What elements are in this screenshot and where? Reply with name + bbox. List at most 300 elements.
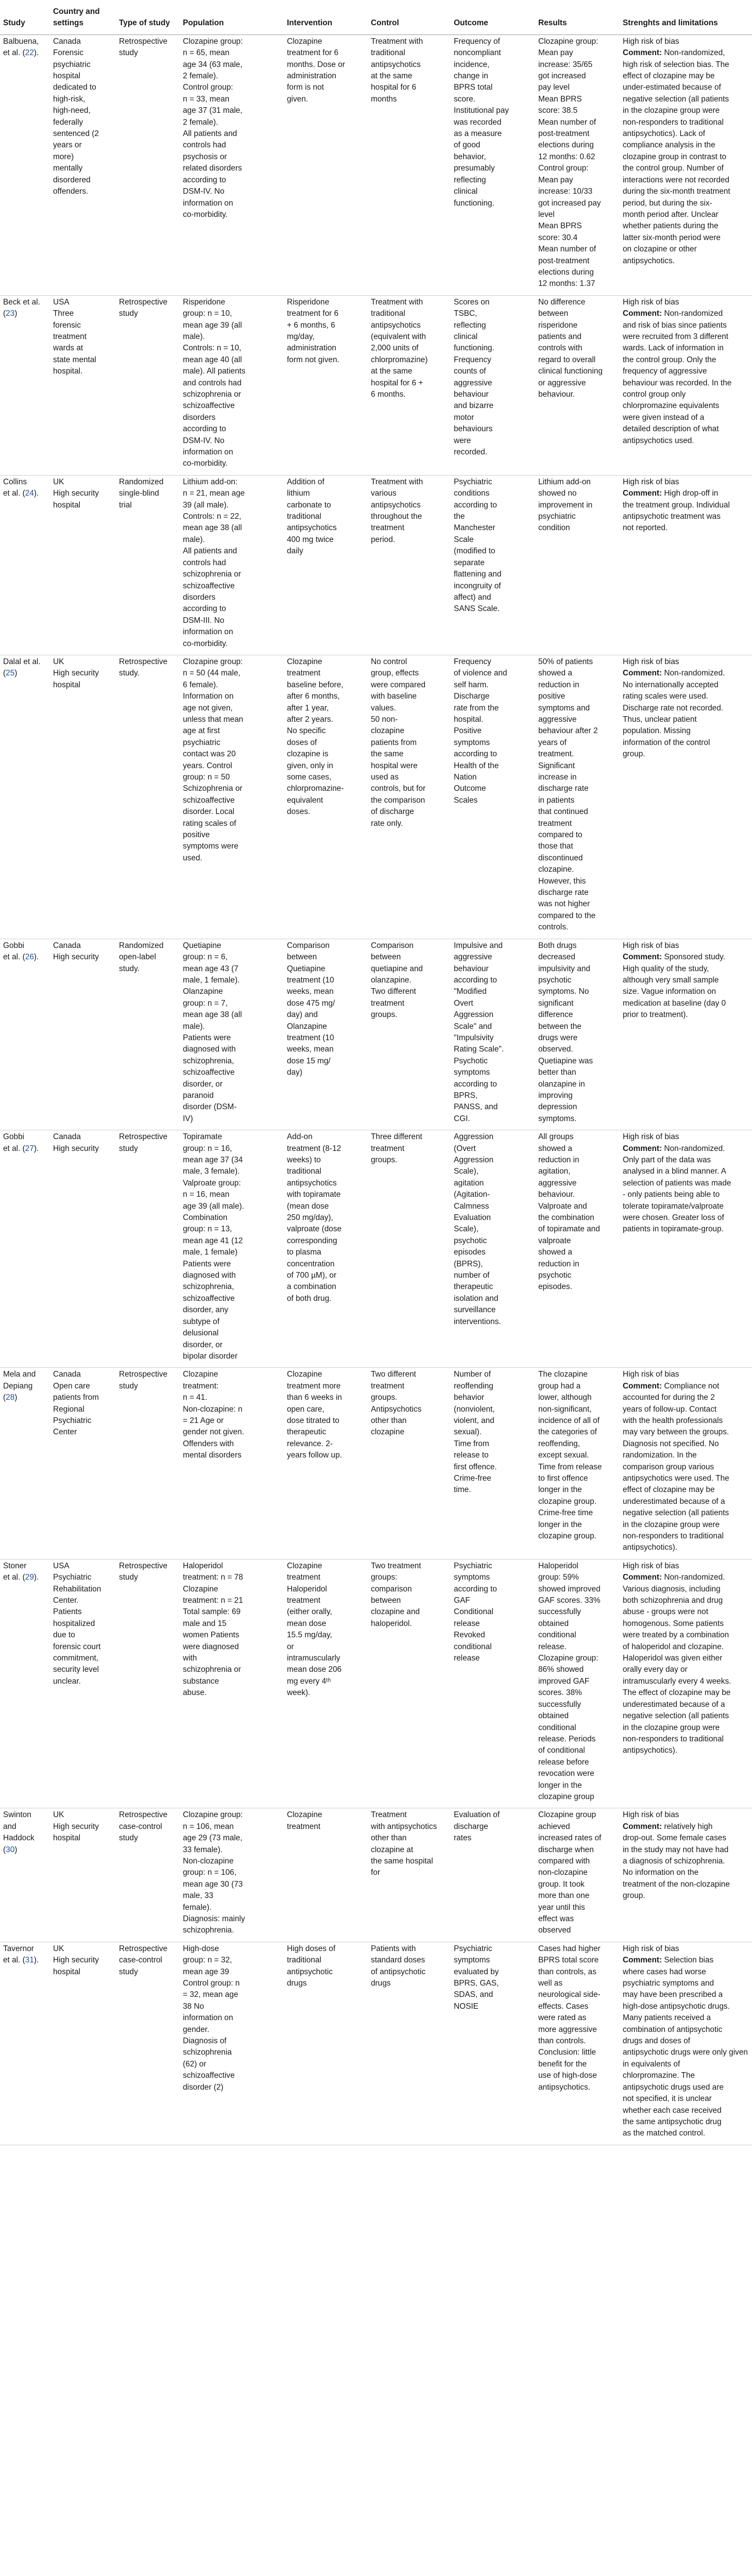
- cell-line: Treatment with: [371, 37, 423, 46]
- cell-line: disorder. Local: [183, 807, 235, 817]
- reference-link[interactable]: 29: [25, 1573, 34, 1582]
- cell-line: clozapine group: [538, 1792, 594, 1801]
- cell-line: according to: [454, 975, 497, 985]
- cell-line: Total sample: 69: [183, 1607, 241, 1617]
- citation-line: [3, 1955, 47, 1966]
- cell-line: (nonviolent,: [454, 1404, 495, 1414]
- cell-line: behaviour: [454, 964, 489, 973]
- cell-line: olanzapine in: [538, 1079, 585, 1089]
- cell-line: decreased: [538, 953, 575, 962]
- cell-line: clozapine at: [371, 1845, 414, 1854]
- control-cell: [368, 1130, 451, 1368]
- cell-line: Scale" and: [454, 1022, 492, 1031]
- cell-line: elections during: [538, 141, 594, 150]
- cell-line: release before: [538, 1757, 589, 1767]
- country-cell: [50, 1942, 116, 2145]
- cell-line: Time from release: [538, 1462, 602, 1471]
- cell-line: incongruity of: [454, 581, 501, 590]
- comment-line: wards. Lack of information in: [623, 344, 724, 353]
- cell-line: disordered: [53, 175, 91, 184]
- cell-line: High doses of: [287, 1944, 336, 1953]
- cell-line: age 34 (63 male,: [183, 60, 243, 69]
- cell-line: Significant: [538, 761, 575, 770]
- cell-line: schizophrenia or: [183, 570, 241, 579]
- cell-line: than controls, as: [538, 1967, 596, 1976]
- cell-line: longer in the: [538, 1485, 582, 1495]
- comment-label: Comment:: [623, 489, 664, 498]
- cell-line: months. Dose or: [287, 60, 345, 69]
- cell-line: scores. 38%: [538, 1688, 582, 1698]
- table-row: [0, 1559, 752, 1808]
- cell-line: separate: [454, 558, 485, 567]
- reference-link[interactable]: 26: [25, 953, 34, 962]
- cell-line: more aggressive: [538, 2025, 597, 2034]
- cell-line: All patients and: [183, 547, 237, 556]
- cell-line: disorder (2): [183, 2082, 224, 2092]
- study-cell: [0, 475, 50, 655]
- cell-line: were: [454, 436, 471, 445]
- strengths-cell: [620, 1130, 752, 1368]
- bias-rating: High risk of bias: [623, 37, 679, 46]
- comment-label: Comment:: [623, 1573, 664, 1582]
- cell-line: Psychiatric: [454, 1561, 492, 1570]
- cell-line: group: n = 10,: [183, 309, 232, 318]
- cell-line: symptoms: [454, 1573, 490, 1582]
- citation-text: et al. (: [3, 489, 25, 498]
- type-cell: [116, 1942, 180, 2145]
- results-cell: [535, 1942, 620, 2145]
- cell-line: successfully: [538, 1700, 581, 1709]
- citation-line: [3, 488, 47, 499]
- citation-text: et al. (: [3, 1144, 25, 1153]
- citation-line: [3, 1844, 47, 1856]
- cell-line: Psychiatric: [454, 477, 492, 486]
- cell-line: mg every 4ᵗʰ: [287, 1676, 331, 1686]
- reference-link[interactable]: 22: [25, 48, 34, 58]
- cell-line: clozapine: [371, 1428, 405, 1437]
- cell-line: change in: [454, 72, 488, 81]
- cell-line: the comparison: [371, 795, 425, 805]
- cell-line: case-control: [119, 1822, 162, 1831]
- citation-text: et al. (: [3, 953, 25, 962]
- cell-line: symptoms: [454, 1956, 490, 1965]
- cell-line: behaviour.: [538, 390, 575, 399]
- country-cell: [50, 1130, 116, 1368]
- cell-line: week).: [287, 1688, 311, 1698]
- cell-line: of 700 µM), or: [287, 1271, 337, 1280]
- population-cell: [180, 35, 284, 295]
- comment-line: [623, 1381, 749, 1392]
- cell-line: (either orally,: [287, 1607, 332, 1617]
- cell-line: No specific: [287, 726, 326, 736]
- cell-line: increase in: [538, 773, 577, 782]
- cell-line: Discharge: [454, 692, 490, 701]
- cell-line: female).: [183, 1903, 212, 1912]
- cell-line: flattening and: [454, 570, 502, 579]
- cell-line: Center.: [53, 1596, 79, 1605]
- cell-line: Manchester: [454, 523, 495, 533]
- reference-link[interactable]: 25: [6, 669, 15, 678]
- cell-line: 2 female).: [183, 72, 218, 81]
- cell-line: counts of: [454, 367, 486, 376]
- cell-line: disorders: [183, 413, 216, 422]
- type-cell: [116, 939, 180, 1130]
- cell-line: showed a: [538, 1248, 572, 1257]
- cell-line: Retrospective: [119, 297, 168, 307]
- cell-line: administration: [287, 72, 336, 81]
- citation-text: (: [3, 309, 6, 318]
- reference-link[interactable]: 28: [6, 1393, 15, 1402]
- cell-line: the combination: [538, 1213, 594, 1223]
- population-cell: [180, 1942, 284, 2145]
- cell-line: conditions: [454, 489, 490, 498]
- cell-line: Combination: [183, 1213, 228, 1223]
- cell-line: DSM-III. No: [183, 616, 225, 625]
- cell-line: rate from the: [454, 703, 499, 713]
- cell-line: psychotic: [454, 1236, 487, 1245]
- cell-line: day): [287, 1068, 302, 1077]
- cell-line: more): [53, 152, 74, 161]
- citation-line: [3, 668, 47, 679]
- cell-line: behavior: [454, 1393, 485, 1402]
- results-cell: [535, 939, 620, 1130]
- comment-line: [623, 47, 749, 59]
- table-row: [0, 655, 752, 939]
- cell-line: concentration: [287, 1259, 335, 1268]
- cell-line: corresponding: [287, 1236, 337, 1245]
- citation-line: Haddock: [3, 1834, 35, 1843]
- cell-line: 400 mg twice: [287, 535, 334, 544]
- comment-line: were treated by a combination: [623, 1631, 729, 1640]
- cell-line: (Overt: [454, 1144, 476, 1153]
- cell-line: group: 59%: [538, 1573, 579, 1582]
- cell-line: 15.5 mg/day,: [287, 1631, 332, 1640]
- cell-line: got increased pay: [538, 198, 601, 208]
- cell-line: behaviour: [454, 390, 489, 399]
- cell-line: risperidone: [538, 320, 578, 330]
- cell-line: Haloperidol: [538, 1561, 578, 1570]
- cell-line: treatment for 6: [287, 309, 339, 318]
- cell-line: diagnosed with: [183, 1045, 236, 1054]
- cell-line: between: [371, 953, 401, 962]
- cell-line: schizophrenia: [183, 2048, 232, 2057]
- cell-line: release: [454, 1619, 480, 1628]
- cell-line: group. It took: [538, 1879, 585, 1889]
- cell-line: Risperidone: [287, 297, 330, 307]
- population-cell: [180, 1368, 284, 1560]
- header-country: Country and settings: [50, 0, 116, 35]
- cell-line: Number of: [454, 1370, 491, 1379]
- cell-line: High security: [53, 1822, 99, 1831]
- cell-line: after 6 months,: [287, 692, 340, 701]
- cell-line: hospital were: [371, 761, 418, 770]
- comment-line: psychiatric symptoms and: [623, 1979, 714, 1988]
- cell-line: Forensic: [53, 48, 84, 58]
- cell-line: n = 16, mean: [183, 1190, 230, 1199]
- intervention-cell: [284, 35, 368, 295]
- cell-line: compared with: [538, 1856, 590, 1866]
- cell-line: conditional: [538, 1631, 576, 1640]
- cell-line: values.: [371, 703, 396, 713]
- cell-line: traditional: [287, 1167, 321, 1176]
- cell-line: and controls had: [183, 378, 242, 387]
- cell-line: schizoaffective: [183, 1294, 235, 1303]
- cell-line: other than: [371, 1834, 407, 1843]
- control-cell: [368, 655, 451, 939]
- cell-line: number of: [454, 1271, 490, 1280]
- cell-line: traditional: [287, 1956, 321, 1965]
- reference-link[interactable]: 27: [25, 1144, 34, 1153]
- cell-line: successfully: [538, 1607, 581, 1617]
- cell-line: between: [371, 1596, 401, 1605]
- cell-line: violent, and: [454, 1416, 494, 1425]
- reference-link[interactable]: 30: [6, 1845, 15, 1854]
- cell-line: with antipsychotics: [371, 1822, 437, 1831]
- cell-line: effects. Cases: [538, 2002, 589, 2011]
- comment-line: analysed in a blind manner. A: [623, 1167, 727, 1176]
- cell-line: symptoms: [454, 1068, 490, 1077]
- comment-line: tolerate topiramate/valproate: [623, 1201, 724, 1211]
- comment-line: in the study may not have had: [623, 1845, 729, 1854]
- reference-link[interactable]: 23: [6, 309, 15, 318]
- cell-line: Open care: [53, 1381, 90, 1391]
- cell-line: 33 female).: [183, 1845, 223, 1854]
- cell-line: well as: [538, 1979, 563, 1988]
- cell-line: treatment: [287, 1596, 321, 1605]
- cell-line: of topiramate and: [538, 1225, 600, 1234]
- cell-line: High security: [53, 1144, 99, 1153]
- cell-line: weeks) to: [287, 1156, 321, 1164]
- comment-line: The effect of clozapine may be: [623, 1688, 731, 1698]
- cell-line: High security: [53, 953, 99, 962]
- citation-line: Gobbi: [3, 941, 25, 950]
- cell-line: Three: [53, 309, 74, 318]
- cell-line: delusional: [183, 1329, 219, 1338]
- cell-line: some cases,: [287, 773, 332, 782]
- cell-line: between: [287, 953, 317, 962]
- cell-line: information on: [183, 2013, 233, 2023]
- citation-line: Beck et al.: [3, 297, 40, 307]
- cell-line: Addition of: [287, 477, 324, 486]
- comment-label: Comment:: [623, 1381, 664, 1391]
- citation-line: Collins: [3, 477, 27, 486]
- cell-line: difference: [538, 1010, 573, 1020]
- cell-line: were diagnosed: [183, 1642, 239, 1651]
- cell-line: according to: [183, 425, 226, 434]
- cell-line: groups.: [371, 1393, 398, 1402]
- comment-line: both schizophrenia and drug: [623, 1596, 723, 1605]
- cell-line: with: [183, 1654, 197, 1663]
- cell-line: groups.: [371, 1156, 398, 1164]
- cell-line: or aggressive: [538, 378, 586, 387]
- cell-line: reduction in: [538, 1156, 579, 1164]
- intervention-cell: [284, 295, 368, 475]
- cell-line: treatment: [371, 523, 405, 533]
- cell-line: + 6 months, 6: [287, 320, 335, 330]
- cell-line: reduction in: [538, 680, 579, 689]
- cell-line: Canada: [53, 941, 81, 950]
- cell-line: GAF: [454, 1596, 470, 1605]
- cell-line: discontinued: [538, 853, 583, 862]
- cell-line: release.: [538, 1642, 567, 1651]
- cell-line: given.: [287, 94, 309, 104]
- cell-line: quetiapine and: [371, 964, 423, 973]
- cell-line: Topiramate: [183, 1132, 223, 1142]
- cell-line: conditional: [454, 1642, 492, 1651]
- cell-line: schizophrenia or: [183, 390, 241, 399]
- cell-line: Mean number of: [538, 117, 596, 127]
- cell-line: clozapine and: [371, 1607, 420, 1617]
- comment-line: treatment of the non-clozapine: [623, 1879, 730, 1889]
- comment-line: group.: [623, 1891, 645, 1901]
- cell-line: in patients: [538, 795, 575, 805]
- cell-line: group: n = 50: [183, 773, 230, 782]
- comment-line: with the health professionals: [623, 1416, 723, 1425]
- cell-line: sentenced (2: [53, 129, 99, 139]
- cell-line: High security: [53, 669, 99, 678]
- cell-line: observed.: [538, 1045, 573, 1054]
- cell-line: functioning.: [454, 344, 494, 353]
- cell-line: Haloperidol: [287, 1584, 327, 1594]
- cell-line: treatment: [287, 1822, 321, 1831]
- strengths-cell: [620, 1559, 752, 1808]
- cell-line: Scores on: [454, 297, 490, 307]
- cell-line: No difference: [538, 297, 586, 307]
- citation-close: ).: [33, 1144, 39, 1153]
- cell-line: treatment: [371, 1381, 405, 1391]
- table-row: [0, 475, 752, 655]
- cell-line: Canada: [53, 37, 81, 46]
- cell-line: commitment,: [53, 1654, 99, 1663]
- cell-line: according to: [454, 500, 497, 510]
- cell-line: Randomized: [119, 477, 164, 486]
- cell-line: Conclusion: little: [538, 2048, 596, 2057]
- cell-line: after 2 years.: [287, 715, 333, 724]
- cell-line: at the same: [371, 72, 413, 81]
- comment-line: Thus, unclear patient: [623, 715, 697, 724]
- cell-line: SDAS, and: [454, 1990, 493, 1999]
- cell-line: controls.: [538, 923, 569, 932]
- comment-line: were given instead of a: [623, 413, 705, 422]
- cell-line: impulsivity and: [538, 964, 590, 973]
- comment-text: relatively high: [664, 1822, 713, 1831]
- header-study: Study: [0, 0, 50, 35]
- cell-line: increase: 10/33: [538, 187, 593, 196]
- comment-line: the control group. Number of: [623, 164, 724, 173]
- cell-line: gender not given.: [183, 1428, 244, 1437]
- reference-link[interactable]: 24: [25, 489, 34, 498]
- cell-line: Patients: [53, 1607, 82, 1617]
- cell-line: score: 38.5: [538, 106, 578, 115]
- cell-line: got increased: [538, 72, 586, 81]
- cell-line: n = 41.: [183, 1393, 208, 1402]
- cell-line: unclear.: [53, 1676, 81, 1686]
- strengths-cell: [620, 655, 752, 939]
- citation-close: ).: [33, 953, 39, 962]
- cell-line: hospital.: [53, 367, 83, 376]
- outcome-cell: [451, 1559, 535, 1808]
- comment-line: antipsychotics used.: [623, 436, 694, 445]
- comment-line: may have been prescribed a: [623, 1990, 723, 1999]
- table-row: [0, 1130, 752, 1368]
- cell-line: abuse.: [183, 1688, 207, 1698]
- strengths-cell: [620, 1808, 752, 1942]
- cell-line: behavior,: [454, 152, 486, 161]
- cell-line: various: [371, 489, 397, 498]
- cell-line: form not given.: [287, 355, 339, 364]
- outcome-cell: [451, 1942, 535, 2145]
- cell-line: reduction in: [538, 1259, 579, 1268]
- cell-line: hospital for 6: [371, 83, 417, 92]
- comment-line: antipsychotic drugs were only given: [623, 2048, 748, 2057]
- comment-line: Many patients received a: [623, 2013, 711, 2023]
- control-cell: [368, 295, 451, 475]
- cell-line: schizoaffective: [183, 401, 235, 411]
- cell-line: discharge: [454, 1822, 488, 1831]
- cell-line: However, this: [538, 876, 586, 886]
- cell-line: Lithium add-on:: [183, 477, 238, 486]
- cell-line: of both drug.: [287, 1294, 332, 1303]
- cell-line: with topiramate: [287, 1190, 341, 1199]
- study-cell: [0, 939, 50, 1130]
- cell-line: of good: [454, 141, 481, 150]
- cell-line: years of: [538, 738, 567, 747]
- cell-line: Rehabilitation: [53, 1584, 101, 1594]
- cell-line: of violence and: [454, 669, 507, 678]
- cell-line: antipsychotics: [287, 1178, 337, 1188]
- citation-line: [3, 1143, 47, 1155]
- cell-line: male). All patients: [183, 367, 246, 376]
- cell-line: age 39 (all male).: [183, 1201, 244, 1211]
- comment-line: rating scales were used.: [623, 692, 708, 701]
- cell-line: that continued: [538, 807, 588, 817]
- comment-label: Comment:: [623, 309, 664, 318]
- cell-line: the categories of: [538, 1428, 597, 1437]
- cell-line: antipsychotics: [371, 500, 421, 510]
- cell-line: Outcome: [454, 784, 486, 793]
- cell-line: Crime-free: [454, 1473, 491, 1483]
- reference-link[interactable]: 31: [25, 1956, 34, 1965]
- comment-line: [623, 488, 749, 499]
- cell-line: hospital: [53, 1967, 81, 1976]
- cell-line: clinical: [454, 187, 478, 196]
- comment-line: No internationally accepted: [623, 680, 719, 689]
- citation-line: Swinton: [3, 1810, 31, 1820]
- cell-line: Frequency of: [454, 37, 500, 46]
- comment-line: No information on the: [623, 1868, 699, 1877]
- citation-close: ): [14, 669, 18, 678]
- cell-line: Add-on: [287, 1132, 313, 1142]
- outcome-cell: [451, 295, 535, 475]
- cell-line: surveillance: [454, 1306, 496, 1315]
- cell-line: male).: [183, 535, 205, 544]
- cell-line: Canada: [53, 1370, 81, 1379]
- cell-line: male, 1 female): [183, 1248, 238, 1257]
- cell-line: = 21 Age or: [183, 1416, 224, 1425]
- cell-line: Positive: [454, 726, 482, 736]
- cell-line: traditional: [371, 309, 405, 318]
- cell-line: psychosis or: [183, 152, 227, 161]
- cell-line: wards at: [53, 344, 83, 353]
- cell-line: hospital: [53, 72, 81, 81]
- comment-line: high-dose antipsychotic drugs.: [623, 2002, 730, 2011]
- cell-line: recorded.: [454, 448, 488, 457]
- cell-line: Calmness: [454, 1201, 489, 1211]
- citation-close: ).: [33, 1573, 39, 1582]
- comment-line: patients in topiramate-group.: [623, 1225, 724, 1234]
- cell-line: discharge when: [538, 1845, 594, 1854]
- cell-line: isolation and: [454, 1294, 499, 1303]
